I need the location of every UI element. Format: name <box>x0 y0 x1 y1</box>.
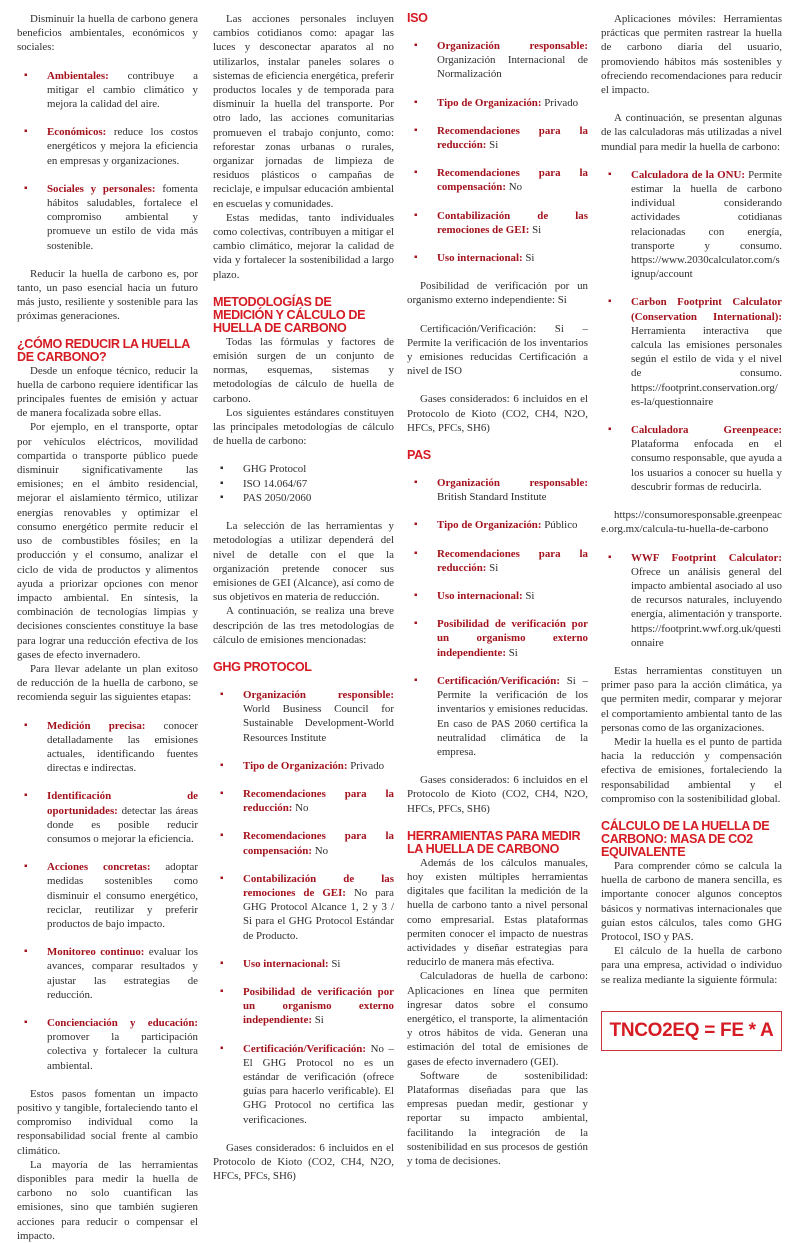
list-item <box>414 674 588 759</box>
bullet-icon: ▪ <box>414 519 418 531</box>
list-item <box>24 860 198 931</box>
bullet-icon: ▪ <box>608 168 612 180</box>
list-item-text: World Business Council for Sustainable Development-World Resources Institute <box>243 703 394 744</box>
bullet-icon: ▪ <box>24 790 28 802</box>
paragraph: Reducir la huella de carbono es, por tanto, un paso esencial hacia un futuro más justo, resiliente y sostenible para las próximas generaciones. <box>17 267 198 323</box>
list-item-text: Ofrece un análisis general del impacto ambiental asociado al uso de recursos naturales, incluyendo energía, alimentación y transporte. https://footprint.wwf.org.uk/questionnaire <box>631 565 782 649</box>
paragraph: A continuación, se presentan algunas de las calculadoras más utilizadas a nivel mundial para medir la huella de carbono: <box>601 112 782 153</box>
bullet-icon: ▪ <box>220 491 224 503</box>
list-item <box>608 168 782 282</box>
list-item-text: evaluar los avances, comparar resultados y ajustar las estrategias de reducción. <box>47 946 198 1001</box>
bullet-icon: ▪ <box>220 688 224 700</box>
paragraph: A continuación, se realiza una breve descripción de las tres metodologías de cálculo de emisiones mencionadas: <box>213 605 394 646</box>
list-item <box>24 789 198 846</box>
list-item-label: Certificación/Verificación: <box>243 1042 366 1055</box>
list-item-text: Organización Internacional de Normalización <box>437 54 588 81</box>
section-heading: PAS <box>407 448 431 463</box>
list-item <box>24 125 198 168</box>
section-heading: ¿CÓMO REDUCIR LA HUELLA DE CARBONO? <box>17 336 190 364</box>
list-item-label: Tipo de Organización: <box>437 519 542 532</box>
paragraph: El cálculo de la huella de carbono para una empresa, actividad o individuo se realiza mediante la siguiente fórmula: <box>601 945 782 986</box>
list-item-label: Calculadora de la ONU: <box>631 168 745 181</box>
list-item-text: Privado <box>541 96 579 109</box>
list-item-label: Sociales y personales: <box>47 182 156 195</box>
list-item-text: No <box>311 844 329 857</box>
list-item <box>220 462 394 476</box>
list-item-text: conocer detalladamente las emisiones actuales, identificando fuentes directas e indirectas. <box>47 719 199 775</box>
list-item-text: Si <box>328 957 341 970</box>
bullet-list <box>601 168 782 494</box>
paragraph: Posibilidad de verificación por un organismo externo independiente: Si <box>407 280 588 307</box>
list-item-label: Uso internacional: <box>437 590 523 603</box>
list-item <box>414 547 588 575</box>
list-item <box>220 688 394 745</box>
paragraph: Gases considerados: 6 incluidos en el Protocolo de Kioto (CO2, CH4, N2O, HFCs, PFCs, SH6) <box>407 774 588 815</box>
bullet-icon: ▪ <box>414 674 418 686</box>
list-item <box>414 617 588 660</box>
bullet-icon: ▪ <box>414 96 418 108</box>
list-item-text: contribuye a mitigar el cambio climático y mejora la calidad del aire. <box>47 69 198 111</box>
bullet-list <box>407 39 588 265</box>
column-4 <box>601 12 782 1051</box>
bullet-icon: ▪ <box>24 861 28 873</box>
bullet-icon: ▪ <box>24 182 28 194</box>
paragraph: Además de los cálculos manuales, hoy existen múltiples herramientas digitales que facilitan la medición de la huella de carbono tanto a nivel personal como empresarial. Estas plataformas permiten conocer el impacto de nuestras actividades y diseñar estrategias para reducirlo de manera más efectiva. <box>407 856 588 969</box>
paragraph: Gases considerados: 6 incluidos en el Protocolo de Kioto (CO2, CH4, N2O, HFCs, PFCs, SH6) <box>407 393 588 434</box>
paragraph: La mayoría de las herramientas disponibles para medir la huella de carbono no solo cuantifican las emisiones, sino que también sugieren acciones para reducir o compensar el impacto. <box>17 1158 198 1242</box>
list-item-text: No <box>292 802 309 815</box>
list-item-text: Si – Permite la verificación de los inventarios y emisiones reducidas. En caso de PAS 2060 certifica la neutralidad climática de la empresa. <box>437 674 588 758</box>
paragraph: Gases considerados: 6 incluidos en el Protocolo de Kioto (CO2, CH4, N2O, HFCs, PFCs, SH6) <box>213 1141 394 1183</box>
bullet-icon: ▪ <box>608 296 612 308</box>
bullet-icon: ▪ <box>220 1042 224 1054</box>
list-item-text: ISO 14.064/67 <box>243 477 308 490</box>
list-item-label: Organización responsable: <box>437 477 588 490</box>
bullet-list <box>407 476 588 759</box>
bullet-icon: ▪ <box>24 1016 28 1028</box>
list-item-label: Organización responsible: <box>243 688 394 701</box>
paragraph: https://consumoresponsable.greenpeace.org.mx/calcula-tu-huella-de-carbono <box>601 509 782 536</box>
list-item-text: Plataforma enfocada en el consumo responsable, que ayuda a los usuarios a conocer su huella y descubrir formas de reducirla. <box>631 438 782 493</box>
list-item <box>24 182 199 253</box>
list-item-label: Tipo de Organización: <box>437 96 542 109</box>
list-item-label: Recomendaciones para la reducción: <box>437 547 588 574</box>
list-item-text: Si <box>486 561 499 574</box>
formula-box: TNCO2EQ = FE * A <box>601 1011 782 1051</box>
list-item <box>414 124 588 152</box>
list-item <box>608 423 782 494</box>
bullet-icon: ▪ <box>24 719 28 731</box>
list-item <box>220 957 394 971</box>
section-heading: GHG PROTOCOL <box>213 659 312 674</box>
paragraph: Las acciones personales incluyen cambios cotidianos como: apagar las luces y desconectar aparatos al no utilizarlos, instalar paneles solares o sistemas de eficiencia energética, preferir productos locales y de temporada para disminuir la huella del transporte. Por otro lado, las acciones comunitarias promueven el trabajo conjunto, como: reforestar zonas urbanas o rurales, organizar jornadas de limpieza de residuos plásticos o campañas de reciclaje, e impulsar educación ambiental en escuelas y comunidades. <box>213 13 394 210</box>
bullet-icon: ▪ <box>24 69 28 81</box>
paragraph: Todas las fórmulas y factores de emisión surgen de un conjunto de normas, esquemas, sistemas y metodologías de cálculo de huella de carbono. <box>213 335 394 405</box>
list-item-text: Si <box>311 1014 324 1027</box>
list-item-label: Carbon Footprint Calculator (Conservation International): <box>631 296 782 323</box>
bullet-list <box>17 719 198 1073</box>
list-item-label: Organización responsable: <box>437 40 588 52</box>
list-item <box>24 719 199 776</box>
bullet-icon: ▪ <box>414 124 418 136</box>
list-item-text: reduce los costos energéticos y mejora la eficiencia en empresas y organizaciones. <box>47 126 198 167</box>
column-3 <box>407 12 588 1168</box>
list-item-text: PAS 2050/2060 <box>243 491 312 504</box>
list-item-label: Acciones concretas: <box>47 861 151 874</box>
list-item-text: detectar las áreas donde es posible reducir consumos o mejorar la eficiencia. <box>47 804 198 845</box>
list-item <box>24 1016 198 1073</box>
section-heading: HERRAMIENTAS PARA MEDIR LA HUELLA DE CARBONO <box>407 828 581 856</box>
list-item <box>220 829 394 857</box>
bullet-icon: ▪ <box>220 759 224 771</box>
list-item-label: Calculadora Greenpeace: <box>631 424 782 437</box>
list-item <box>220 872 395 943</box>
list-item-text: Herramienta interactiva que calcula las emisiones personales según el estilo de vida y el nivel de consumo. https://footprint.conservation.org/es-la/questionnaire <box>631 324 782 408</box>
bullet-list <box>601 551 782 650</box>
list-item <box>220 1042 394 1127</box>
list-item <box>220 477 394 491</box>
list-item <box>414 209 588 237</box>
paragraph: Certificación/Verificación: Si –Permite la verificación de los inventarios y emisiones reducidas Certificación a nivel de ISO <box>407 322 588 378</box>
paragraph: Los siguientes estándares constituyen las principales metodologías de cálculo de huella de carbono: <box>213 406 394 448</box>
bullet-icon: ▪ <box>414 209 418 221</box>
list-item-text: fomenta hábitos saludables, fortalece el compromiso ambiental y promueve un estilo de vida más sostenible. <box>47 182 199 252</box>
bullet-icon: ▪ <box>414 477 418 489</box>
list-item <box>414 39 588 82</box>
list-item-label: Contabilización de las remociones de GEI: <box>243 872 394 899</box>
bullet-icon: ▪ <box>608 424 612 436</box>
list-item <box>414 251 588 265</box>
bullet-icon: ▪ <box>220 957 224 969</box>
bullet-icon: ▪ <box>414 590 418 602</box>
bullet-icon: ▪ <box>414 547 418 559</box>
bullet-list <box>17 69 198 253</box>
paragraph: Software de sostenibilidad: Plataformas diseñadas para que las empresas puedan medir, gestionar y reportar su impacto ambiental, facilitando la integración de la sostenibilidad en sus procesos de gestión y toma de decisiones. <box>407 1069 588 1167</box>
list-item <box>414 476 588 504</box>
list-item-text: Permite estimar la huella de carbono individual considerando actividades cotidianas relacionadas con energía, transporte y consumo. https://www.2030calculator.com/signup/account <box>631 168 782 281</box>
list-item <box>414 518 588 532</box>
bullet-icon: ▪ <box>220 872 224 884</box>
list-item <box>220 491 394 505</box>
list-item-label: Certificación/Verificación: <box>437 674 560 687</box>
bullet-list <box>213 462 394 505</box>
bullet-icon: ▪ <box>414 40 418 51</box>
bullet-icon: ▪ <box>414 618 418 630</box>
paragraph: Desde un enfoque técnico, reducir la huella de carbono requiere identificar las principales fuentes de emisión y actuar de manera focalizada sobre ellas. <box>17 364 198 420</box>
list-item-label: Concienciación y educación: <box>47 1016 198 1029</box>
list-item <box>608 295 782 409</box>
bullet-icon: ▪ <box>220 787 224 799</box>
list-item-label: Económicos: <box>47 126 107 139</box>
list-item <box>220 759 394 773</box>
bullet-icon: ▪ <box>220 830 224 842</box>
list-item-label: Tipo de Organización: <box>243 759 348 772</box>
list-item-text: No para GHG Protocol Alcance 1, 2 y 3 / Si para el GHG Protocol Estándar de Producto. <box>243 886 395 942</box>
list-item <box>220 787 394 815</box>
bullet-icon: ▪ <box>24 126 28 138</box>
paragraph: Medir la huella es el punto de partida hacia la reducción y compensación efectiva de emisiones, fortaleciendo la responsabilidad ambiental y el compromiso con la sostenibilidad global. <box>601 735 782 805</box>
section-heading: ISO <box>407 11 428 25</box>
list-item-text: GHG Protocol <box>243 463 307 476</box>
list-item <box>608 551 782 650</box>
list-item-label: Medición precisa: <box>47 719 146 732</box>
list-item-text: Si <box>522 252 535 265</box>
paragraph: Para llevar adelante un plan exitoso de reducción de la huella de carbono, se recomienda seguir las siguientes etapas: <box>17 662 198 704</box>
section-heading: CÁLCULO DE LA HUELLA DE CARBONO: MASA DE CO2 EQUIVALENTE <box>601 818 770 859</box>
list-item-label: Recomendaciones para la reducción: <box>437 124 588 152</box>
paragraph: Estos pasos fomentan un impacto positivo y tangible, fortaleciendo tanto el compromiso individual como la responsabilidad social frente al cambio climático. <box>17 1087 198 1157</box>
list-item <box>414 166 588 194</box>
list-item-label: Monitoreo continuo: <box>47 946 145 959</box>
list-item-label: Recomendaciones para la compensación: <box>243 830 394 857</box>
paragraph: Estas herramientas constituyen un primer paso para la acción climática, ya que permiten medir, comparar y mejorar el comportamiento ambiental tanto de las personas como de las organizaciones. <box>601 664 782 734</box>
section-heading: METODOLOGÍAS DE MEDICIÓN Y CÁLCULO DE HUELLA DE CARBONO <box>213 294 366 335</box>
list-item-text: Público <box>541 519 578 532</box>
paragraph: Aplicaciones móviles: Herramientas prácticas que permiten rastrear la huella de carbono diaria del usuario, promoviendo hábitos más sostenibles y ofreciendo recomendaciones para reducir el impacto. <box>601 13 782 97</box>
list-item <box>414 589 588 603</box>
list-item-label: Posibilidad de verificación por un organismo externo independiente: <box>437 618 588 659</box>
bullet-icon: ▪ <box>220 477 224 489</box>
list-item-text: No <box>505 181 523 194</box>
list-item-label: Ambientales: <box>47 69 109 82</box>
bullet-icon: ▪ <box>24 946 28 958</box>
list-item-text: Si <box>486 139 499 152</box>
list-item-text: promover la participación colectiva y fortalecer la cultura ambiental. <box>47 1031 198 1072</box>
paragraph: La selección de las herramientas y metodologías a utilizar dependerá del nivel de detalle con el que la organización pretende conocer sus emisiones de GEI (Alcance), así como de sus objetivos en materia de reducción. <box>213 520 394 604</box>
bullet-icon: ▪ <box>414 167 418 179</box>
list-item-text: Si <box>505 646 518 659</box>
list-item-label: Recomendaciones para la reducción: <box>243 787 394 815</box>
list-item <box>24 945 198 1002</box>
list-item-label: WWF Footprint Calculator: <box>631 551 782 564</box>
paragraph: Estas medidas, tanto individuales como colectivas, contribuyen a mitigar el cambio climático, mejorar la calidad de vida y fortalecer la sostenibilidad a largo plazo. <box>213 211 394 281</box>
list-item-label: Uso internacional: <box>243 957 329 970</box>
list-item-label: Posibilidad de verificación por un organismo externo independiente: <box>243 985 394 1027</box>
list-item-text: British Standard Institute <box>437 491 547 504</box>
list-item <box>414 96 588 110</box>
list-item-label: Contabilización de las remociones de GEI: <box>437 209 588 236</box>
bullet-list <box>213 688 394 1127</box>
bullet-icon: ▪ <box>608 551 612 563</box>
list-item-text: Si <box>529 223 542 236</box>
list-item <box>24 69 198 112</box>
list-item-text: Privado <box>347 759 385 772</box>
bullet-icon: ▪ <box>414 252 418 264</box>
column-1 <box>17 12 198 1243</box>
column-2 <box>213 12 394 1183</box>
list-item-text: Si <box>522 590 535 603</box>
paragraph: Para comprender cómo se calcula la huella de carbono de manera sencilla, es importante conocer algunos conceptos básicos y normativas internacionales que guían estos cálculos, tales como GHG Protocol, ISO y PAS. <box>601 859 782 943</box>
paragraph: Disminuir la huella de carbono genera beneficios ambientales, económicos y sociales: <box>17 13 198 54</box>
list-item-text: adoptar medidas sostenibles como disminuir el consumo energético, reciclar, reutilizar y preferir productos de bajo impacto. <box>47 861 198 930</box>
bullet-icon: ▪ <box>220 985 224 997</box>
list-item-label: Uso internacional: <box>437 252 523 265</box>
paragraph: Calculadoras de huella de carbono: Aplicaciones en línea que permiten ingresar datos sobre el consumo energético, el transporte, la alimentación y otros hábitos de vida. Generan una estimación del total de emisiones de gases de efecto invernadero (GEI). <box>407 970 588 1068</box>
list-item <box>220 985 394 1028</box>
list-item-text: No – El GHG Protocol no es un estándar de verificación (ofrece guías para hacerlo verificable). El GHG Protocol no certifica las verificaciones. <box>243 1042 394 1126</box>
bullet-icon: ▪ <box>220 463 224 475</box>
list-item-label: Recomendaciones para la compensación: <box>437 167 588 194</box>
list-item-label: Identificación de oportunidades: <box>47 790 198 817</box>
paragraph: Por ejemplo, en el transporte, optar por vehículos eléctricos, movilidad compartida o transporte público puede disminuir significativamente las emisiones; en el ámbito residencial, mejorar el aislamiento térmico, utilizar energías renovables y optimizar el consumo energético permite reducir el uso de combustibles fósiles; en la producción y el consumo, analizar el ciclo de vida de productos y alimentos ayuda a priorizar opciones con menor impacto ambiental. En síntesis, la combinación de tecnologías limpias y decisiones conscientes constituye la base para lograr una reducción efectiva de los gases de efecto invernadero. <box>17 421 198 661</box>
